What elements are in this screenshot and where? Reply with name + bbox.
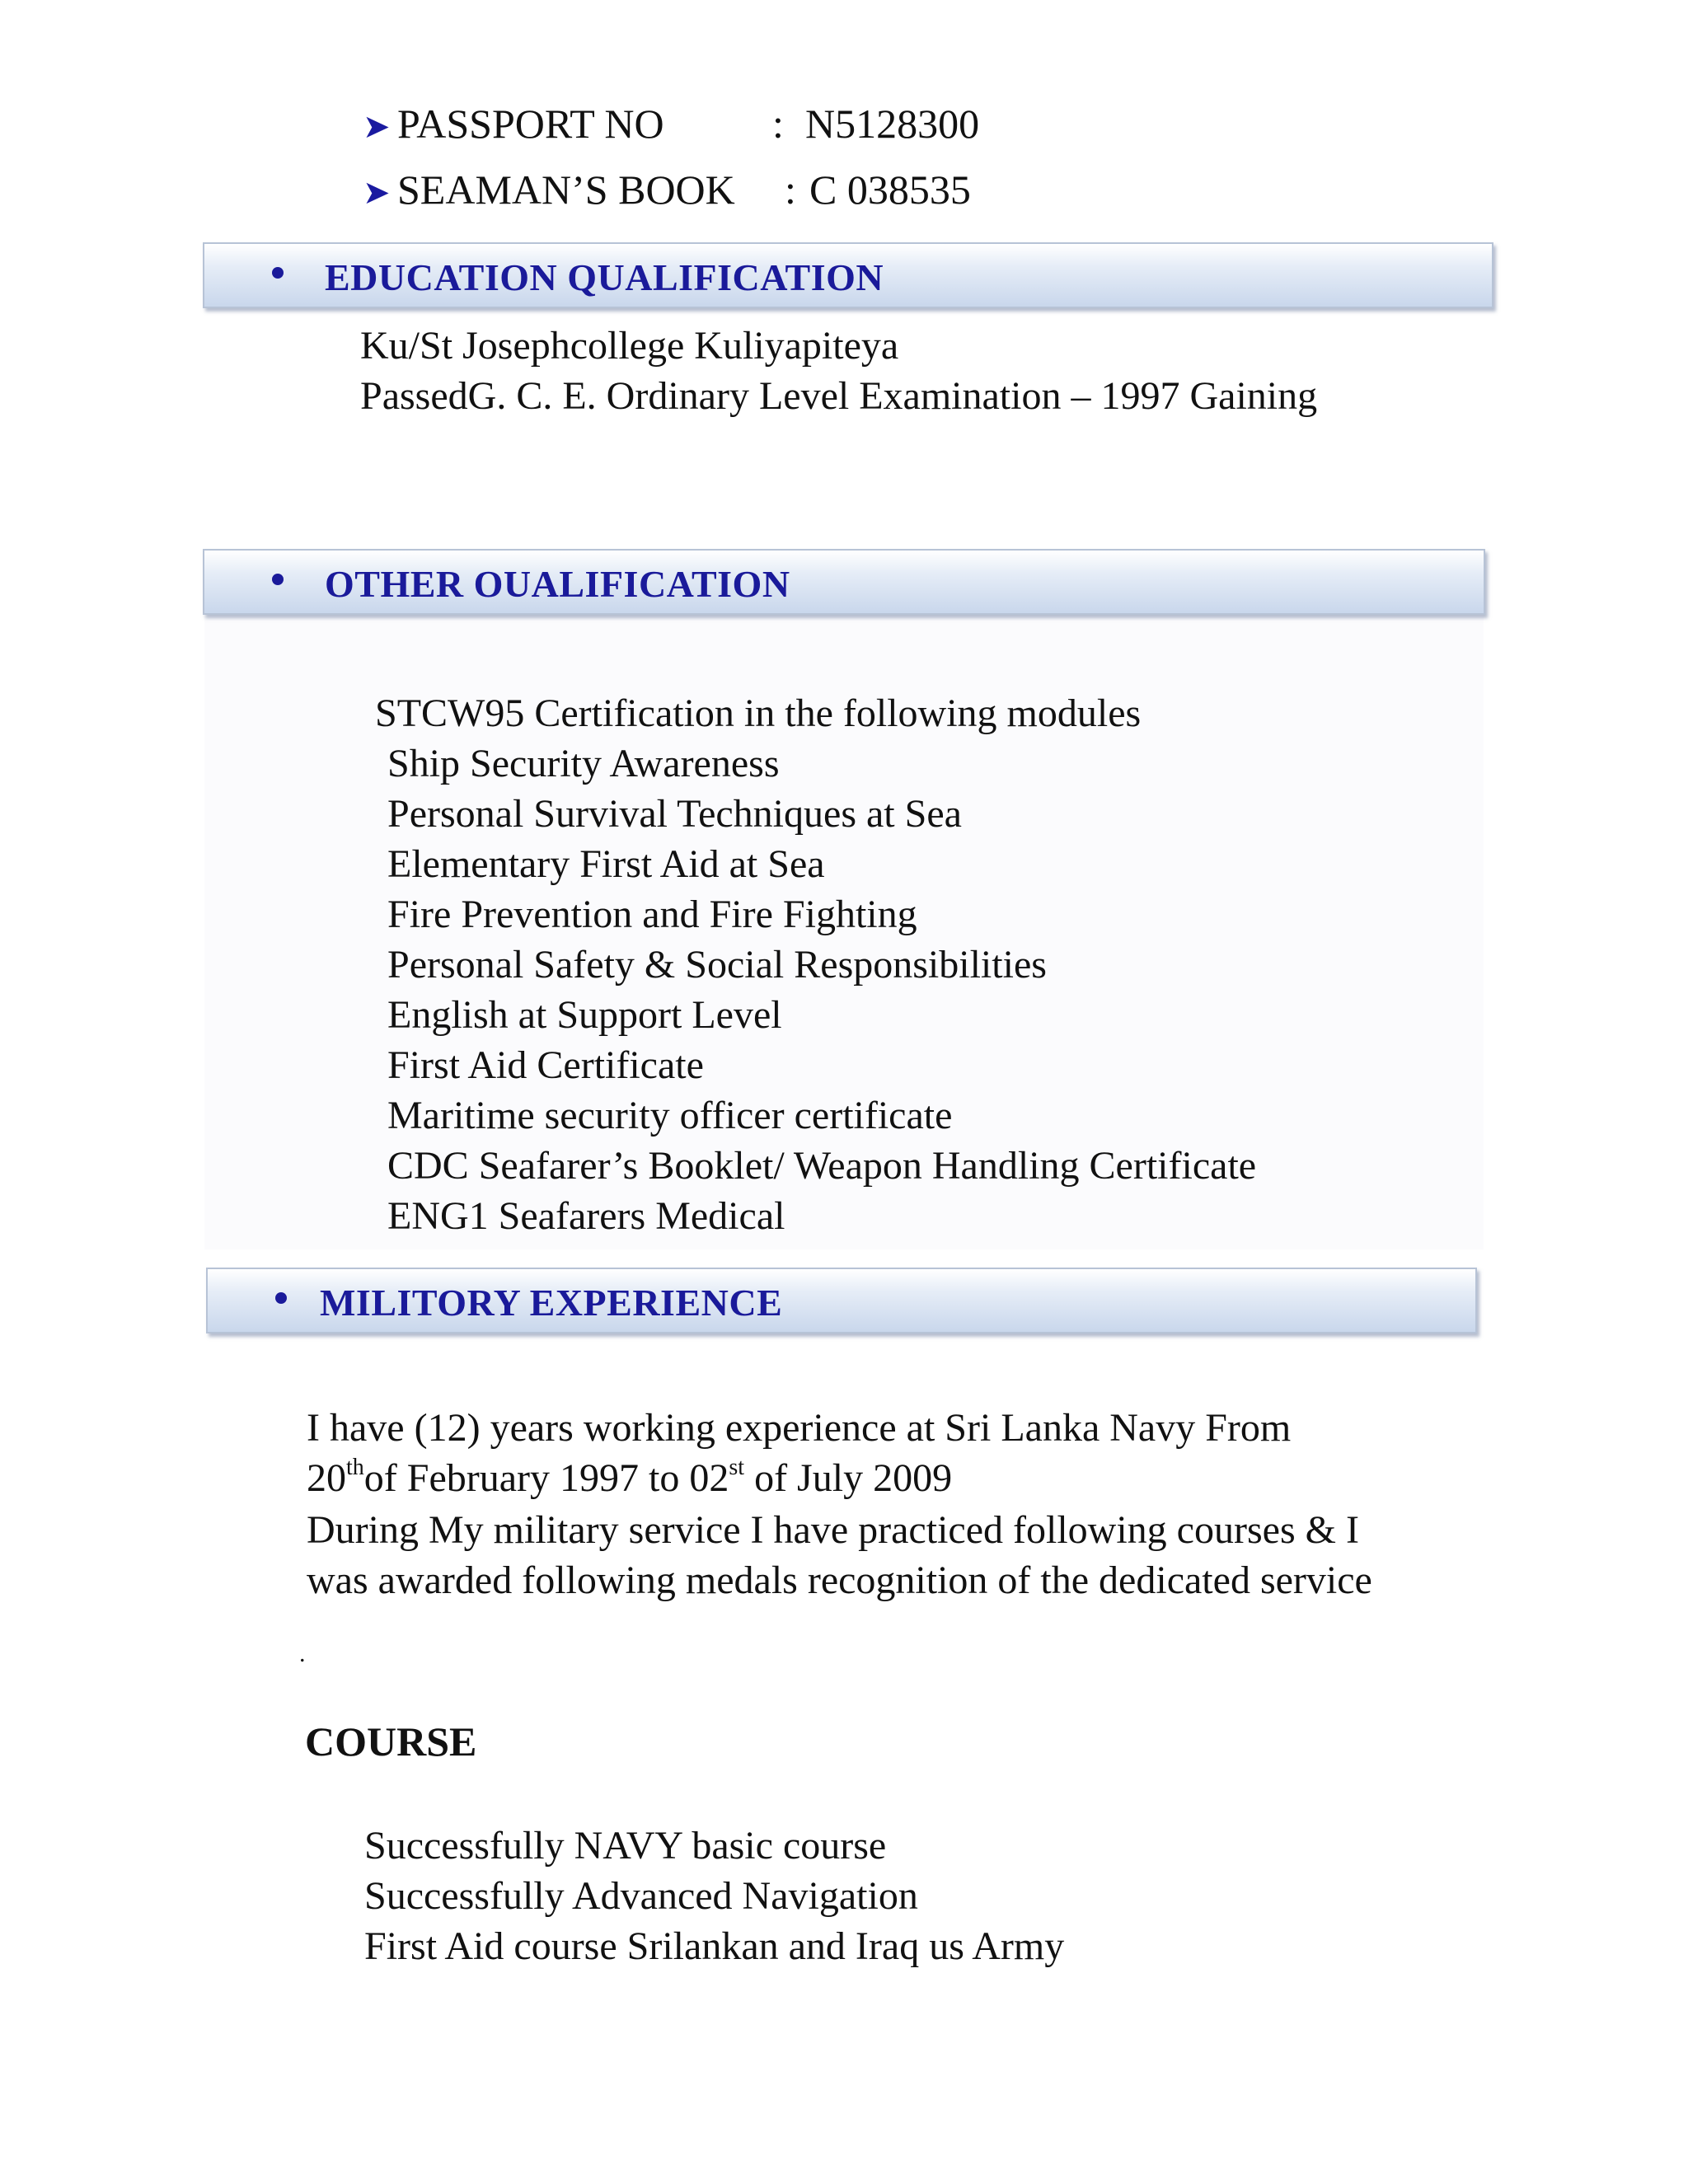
module-item: Personal Survival Techniques at Sea	[387, 792, 962, 836]
course-item: First Aid course Srilankan and Iraq us Army	[364, 1924, 1065, 1968]
other-qualification-heading: OTHER OUALIFICATION	[325, 563, 790, 605]
module-item: Maritime security officer certificate	[387, 1094, 953, 1137]
module-item: Personal Safety & Social Responsibilities	[387, 943, 1047, 987]
military-paragraph-line: I have (12) years working experience at Sri Lanka Navy From	[307, 1406, 1292, 1450]
module-item: CDC Seafarer’s Booklet/ Weapon Handling Certificate	[387, 1144, 1257, 1188]
other-qualification-section-header	[203, 549, 1485, 615]
seaman-book-separator: :	[785, 166, 796, 213]
other-qualification-intro: STCW95 Certification in the following modules	[375, 691, 1142, 735]
passport-label: PASSPORT NO	[397, 101, 664, 147]
date-suffix: th	[346, 1455, 364, 1480]
arrow-bullet-icon: ➤	[363, 108, 391, 145]
module-item: First Aid Certificate	[387, 1043, 704, 1087]
module-item: ENG1 Seafarers Medical	[387, 1194, 785, 1238]
bullet-icon	[272, 267, 284, 279]
education-section-header	[203, 242, 1493, 308]
military-paragraph-line: was awarded following medals recognition of the dedicated service	[307, 1558, 1372, 1602]
passport-separator: :	[772, 101, 784, 147]
date-text: of February 1997 to 02	[363, 1456, 729, 1500]
date-text: of July 2009	[744, 1456, 953, 1500]
bullet-icon	[275, 1292, 287, 1304]
course-item: Successfully Advanced Navigation	[364, 1874, 918, 1918]
military-experience-heading: MILITORY EXPERIENCE	[320, 1282, 783, 1324]
education-heading: EDUCATION QUALIFICATION	[325, 256, 884, 298]
date-day: 20	[307, 1456, 346, 1500]
seaman-book-label: SEAMAN’S BOOK	[397, 166, 735, 213]
arrow-bullet-icon: ➤	[363, 174, 391, 211]
education-line: Ku/St Josephcollege Kuliyapiteya	[360, 324, 899, 368]
military-experience-section-header	[206, 1268, 1477, 1333]
education-line: PassedG. C. E. Ordinary Level Examination – 1997 Gaining	[360, 374, 1318, 418]
stray-dot: .	[299, 1640, 306, 1667]
module-item: Ship Security Awareness	[387, 742, 780, 785]
passport-value: N5128300	[805, 101, 980, 147]
seaman-book-value: C 038535	[809, 166, 971, 213]
module-item: English at Support Level	[387, 993, 782, 1037]
military-paragraph-line: During My military service I have practiced following courses & I	[307, 1508, 1359, 1552]
bullet-icon	[272, 574, 284, 585]
module-item: Fire Prevention and Fire Fighting	[387, 893, 917, 936]
military-paragraph-line	[307, 1453, 952, 1503]
date-suffix: st	[729, 1455, 745, 1480]
course-item: Successfully NAVY basic course	[364, 1824, 887, 1868]
course-heading: COURSE	[305, 1718, 477, 1765]
seaman-book-line	[363, 165, 971, 218]
module-item: Elementary First Aid at Sea	[387, 842, 825, 886]
passport-line	[363, 99, 979, 152]
